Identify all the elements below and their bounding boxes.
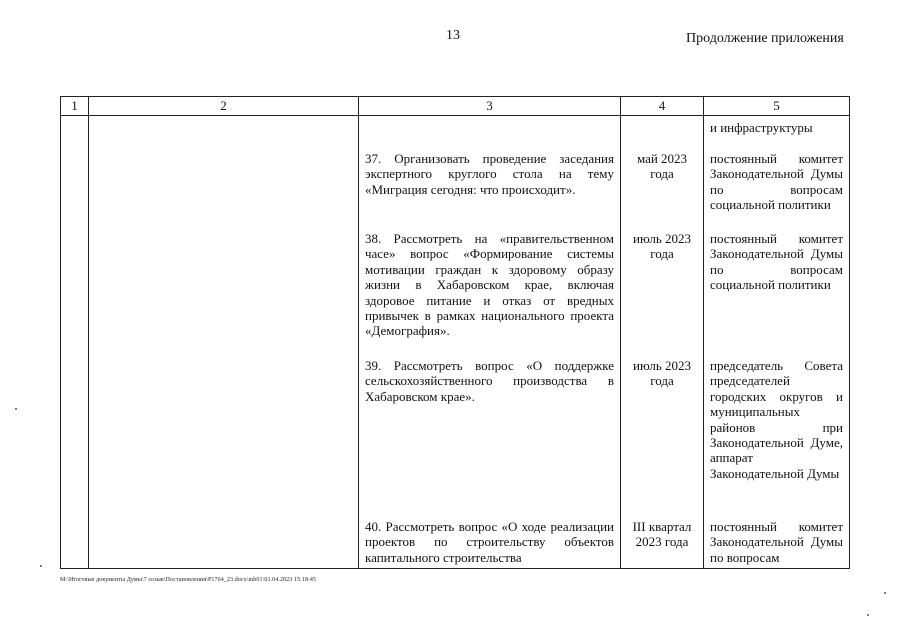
responsible-40: постоянный комитет Законодательной Думы по вопросам — [710, 519, 843, 565]
plan-table — [60, 96, 850, 569]
event-38: 38. Рассмотреть на «правительственном часе» вопрос «Формирование системы мотивации граждан к здоровому образу жизни в Хабаровском крае, включая здоровое питание и отказ от вредных привычек в рамках национального проекта «Демография». — [365, 231, 614, 339]
responsible-38: постоянный комитет Законодательной Думы по вопросам социальной политики — [710, 231, 843, 293]
scan-speck — [15, 408, 17, 410]
page-number: 13 — [446, 28, 460, 43]
column-header-5: 5 — [704, 97, 850, 116]
cell-period — [621, 116, 704, 569]
scan-speck — [867, 614, 869, 616]
file-path-footer: M:\Итоговые документы Думы\7 созыв\Постановления\Р1764_23.docx\mb01\03.04.2023 15:18:45 — [60, 577, 317, 583]
scan-speck — [884, 592, 886, 594]
event-37: 37. Организовать проведение заседания экспертного круглого стола на тему «Миграция сегодня: что происходит». — [365, 151, 614, 197]
responsible-39: председатель Совета председателей городских округов и муниципальных районов при Законодательной Думе, аппарат Законодательной Думы — [710, 358, 843, 481]
cell-event — [359, 116, 621, 569]
continuation-label: Продолжение приложения — [686, 31, 844, 46]
cell-col-1 — [61, 116, 89, 569]
period-37: май 2023 года — [636, 151, 688, 182]
carryover-text: и инфраструктуры — [710, 120, 813, 135]
cell-responsible — [704, 116, 850, 569]
table-body-row — [61, 116, 850, 569]
column-header-2: 2 — [89, 97, 359, 116]
responsible-37: постоянный комитет Законодательной Думы по вопросам социальной политики — [710, 151, 843, 213]
period-40: III квартал 2023 года — [632, 519, 692, 550]
table-header-row — [61, 97, 850, 116]
period-38: июль 2023 года — [632, 231, 691, 262]
scan-speck — [40, 565, 42, 567]
column-header-1: 1 — [61, 97, 89, 116]
column-header-4: 4 — [621, 97, 704, 116]
column-header-3: 3 — [359, 97, 621, 116]
event-39: 39. Рассмотреть вопрос «О поддержке сельскохозяйственного производства в Хабаровском крае». — [365, 358, 614, 404]
cell-col-2 — [89, 116, 359, 569]
event-40: 40. Рассмотреть вопрос «О ходе реализации проектов по строительству объектов капитального строительства — [365, 519, 614, 565]
period-39: июль 2023 года — [632, 358, 691, 389]
